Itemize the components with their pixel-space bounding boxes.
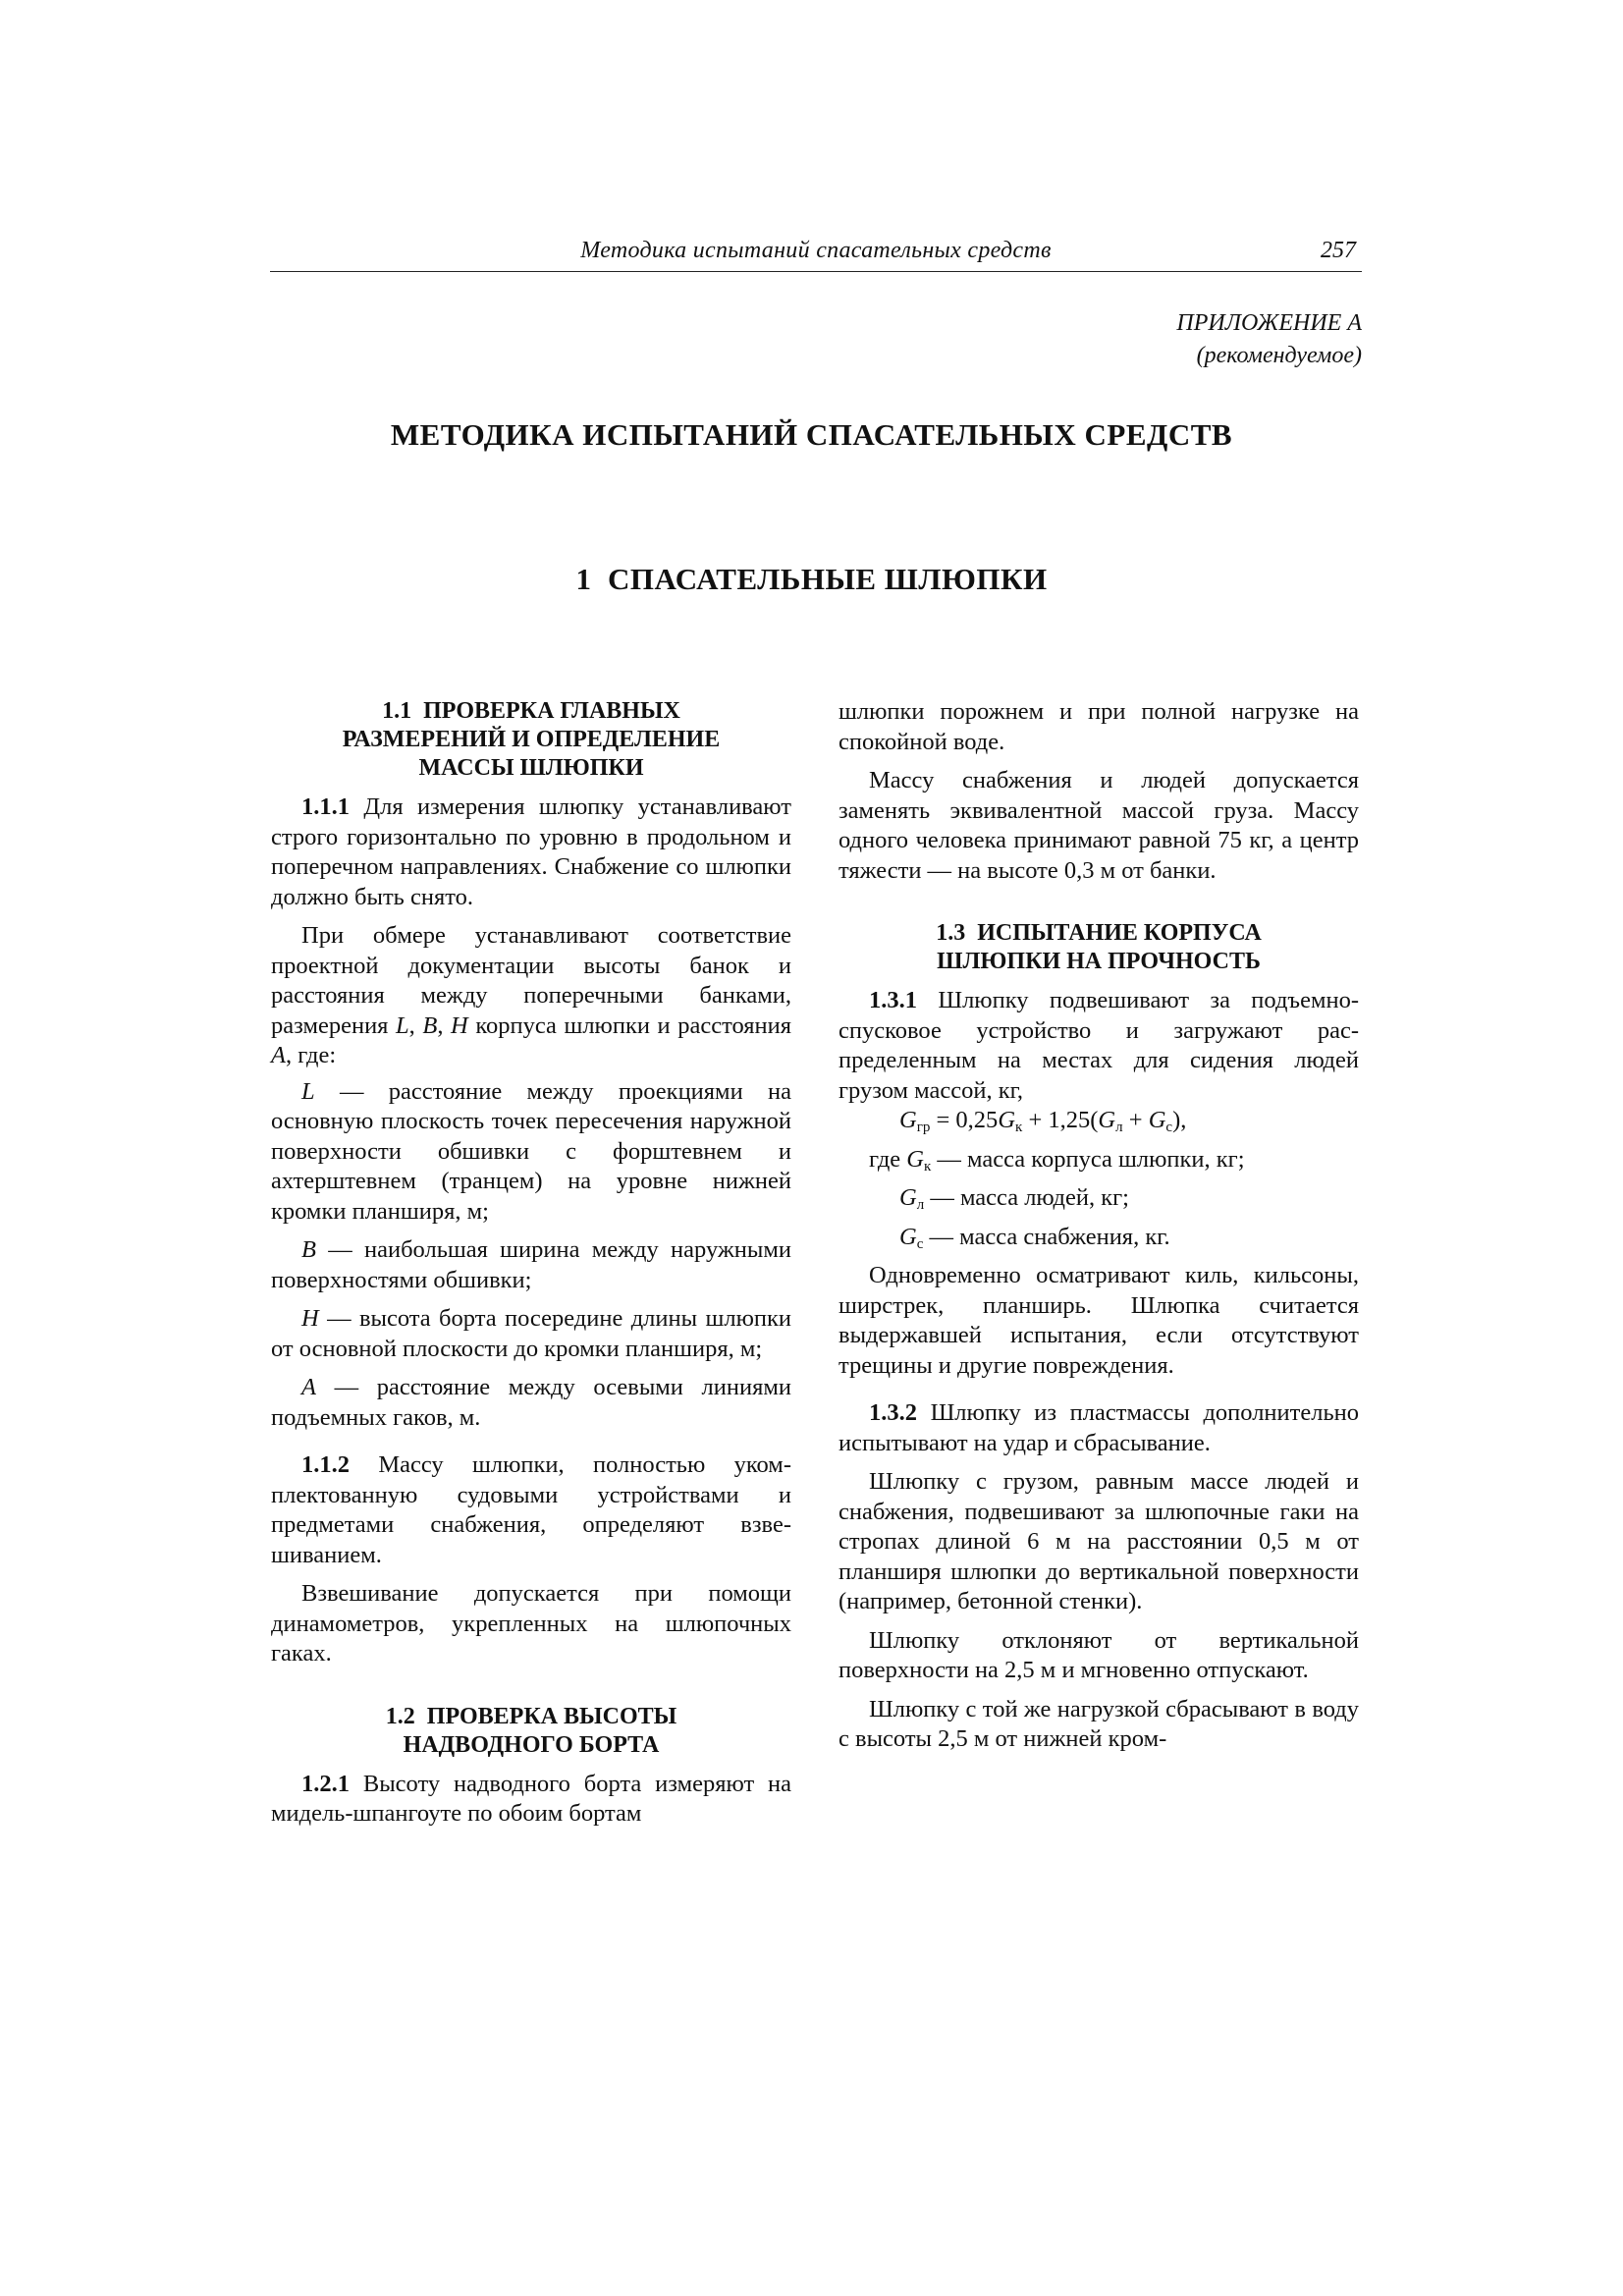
legend-text: — масса корпуса шлюпки, кг;: [931, 1145, 1245, 1173]
formula-symbol: G: [899, 1223, 917, 1250]
heading-1-1-line3: МАССЫ ШЛЮПКИ: [418, 755, 644, 781]
paragraph-suspension: [839, 1467, 1359, 1617]
heading-1-2-line2: НАДВОДНОГО БОРТА: [403, 1731, 660, 1758]
paragraph-1-1-2: [271, 1450, 791, 1570]
heading-1-2-line1: 1.2 ПРОВЕРКА ВЫСОТЫ: [385, 1703, 677, 1729]
symbol-L: L: [301, 1077, 315, 1105]
paragraph-text: Шлюпку из пластмассы дополнительно испытывают на удар и сбрасывание.: [839, 1399, 1359, 1456]
symbol-B: B: [422, 1011, 438, 1039]
clause-number: 1.1.2: [301, 1451, 350, 1478]
paragraph-inspection: [839, 1261, 1359, 1381]
paragraph-text: Шлюпку отклоняют от вертикальной поверхности на 2,5 м и мгновенно отпускают.: [839, 1626, 1359, 1683]
paragraph-text: Взвешивание допускается при помощи динамометров, укрепленных на шлюпочных гаках.: [271, 1580, 791, 1667]
symbol-H: H: [301, 1305, 319, 1332]
right-column: [839, 697, 1359, 1764]
heading-1-2: [271, 1703, 791, 1760]
text-run: ,: [437, 1011, 452, 1039]
symbol-A: A: [301, 1374, 316, 1400]
appendix-label: [1176, 307, 1362, 372]
symbol-B: B: [301, 1236, 316, 1263]
page-number: 257: [1321, 238, 1356, 263]
heading-1-1-line2: РАЗМЕРЕНИЙ И ОПРЕДЕЛЕНИЕ: [342, 727, 721, 752]
heading-1-3: [839, 919, 1359, 976]
formula-text: +: [1122, 1107, 1149, 1133]
formula-text: = 0,25: [930, 1107, 999, 1133]
formula-legend-k: [839, 1145, 1359, 1175]
definition-H: [271, 1304, 791, 1364]
formula-symbol: G: [998, 1107, 1016, 1133]
heading-1-1: [271, 697, 791, 783]
paragraph-text: Шлюпку с грузом, равным массе людей и снабжения, подвешивают за шлюпочные гаки на стропах длиной 6 м на расстоянии 0,5 м от планширя шлюпки до вертикальной поверхности (например, бетонной стенки).: [839, 1468, 1359, 1614]
definition-text: — наибольшая ширина между наружными поверхностями обшивки;: [271, 1236, 791, 1293]
text-run: При обмере устанавливают соответствие проектной документации высоты банок и расстояния между поперечными банками, размерения: [271, 922, 791, 1039]
formula-subscript: с: [1165, 1120, 1173, 1135]
formula-subscript: к: [1015, 1120, 1023, 1135]
formula-subscript: с: [916, 1235, 924, 1252]
paragraph-text: Массу снабжения и людей допускается заменять эквивалентной массой груза. Массу одного человека принимают равной 75 кг, а центр тяжести — на высоте 0,3 м от банки.: [839, 767, 1359, 884]
formula-legend-l: [839, 1183, 1359, 1214]
paragraph-equivalent-mass: [839, 766, 1359, 886]
text-run: ,: [408, 1011, 423, 1039]
paragraph-text: Шлюпку с той же нагрузкой сбрасывают в воду с высоты 2,5 м от нижней кром-: [839, 1695, 1359, 1752]
definition-B: [271, 1235, 791, 1295]
legend-text: — масса снабжения, кг.: [923, 1223, 1170, 1250]
definition-A: [271, 1373, 791, 1433]
formula-symbol: G: [899, 1107, 917, 1133]
clause-number: 1.3.2: [869, 1399, 917, 1426]
formula-text: ),: [1172, 1107, 1187, 1133]
formula-subscript: гр: [916, 1120, 931, 1135]
text-run: где: [869, 1145, 907, 1173]
definition-text: — высота борта посередине длины шлюпки от основной плоскости до кромки планширя, м;: [271, 1305, 791, 1362]
clause-number: 1.2.1: [301, 1770, 350, 1797]
formula-symbol: G: [1098, 1107, 1116, 1133]
paragraph-1-1-1: [271, 793, 791, 912]
paragraph-1-2-1: [271, 1770, 791, 1830]
formula-symbol: G: [906, 1145, 924, 1173]
clause-number: 1.1.1: [301, 793, 350, 820]
paragraph-weighing: [271, 1579, 791, 1669]
section-title: 1 СПАСАТЕЛЬНЫЕ ШЛЮПКИ: [575, 562, 1048, 596]
definition-L: [271, 1077, 791, 1228]
paragraph-text: Шлюпку подвешивают за подъемно-спусковое устройство и загружают распределенным на местах для сидения людей грузом массой, кг,: [839, 987, 1359, 1104]
symbol-H: H: [451, 1011, 468, 1039]
paragraph-1-2-1-continued: [839, 697, 1359, 757]
formula-subscript: л: [916, 1197, 925, 1213]
paragraph-text: шлюпки порожнем и при полной нагрузке на спокойной воде.: [839, 698, 1359, 755]
paragraph-text: Массу шлюпки, полностью укомплектованную судовыми устройствами и предметами снабжения, определяют взвешиванием.: [271, 1451, 791, 1568]
definition-text: — расстояние между осевыми линиями подъемных гаков, м.: [271, 1374, 791, 1431]
heading-1-3-line2: ШЛЮПКИ НА ПРОЧНОСТЬ: [937, 949, 1261, 974]
formula-legend-s: [839, 1223, 1359, 1253]
running-header: [270, 238, 1362, 272]
appendix-note: (рекомендуемое): [1196, 343, 1362, 368]
legend-text: — масса людей, кг;: [924, 1184, 1129, 1211]
paragraph-1-3-1: [839, 986, 1359, 1106]
running-title: Методика испытаний спасательных средств: [580, 238, 1052, 263]
symbol-L: L: [396, 1011, 409, 1039]
paragraph-deflection: [839, 1626, 1359, 1686]
paragraph-drop: [839, 1695, 1359, 1755]
formula-symbol: G: [899, 1184, 917, 1211]
appendix-title: ПРИЛОЖЕНИЕ А: [1176, 310, 1362, 336]
left-column: [271, 697, 791, 1838]
symbol-A: A: [271, 1042, 286, 1068]
paragraph-measurement: [271, 921, 791, 1071]
load-formula: [839, 1106, 1359, 1136]
definition-text: — расстояние между проекциями на основную плоскость точек пересечения наружной поверхности обшивки с форштевнем и ахтерштевнем (транцем) на уровне нижней кромки планширя, м;: [271, 1077, 791, 1225]
paragraph-1-3-2: [839, 1398, 1359, 1458]
heading-1-3-line1: 1.3 ИСПЫТАНИЕ КОРПУСА: [936, 920, 1262, 946]
text-run: , где:: [285, 1042, 337, 1068]
formula-symbol: G: [1148, 1107, 1166, 1133]
text-run: корпуса шлюпки и расстояния: [467, 1011, 792, 1039]
formula-text: + 1,25(: [1022, 1107, 1099, 1133]
paragraph-text: Высоту надводного борта измеряют на мидель-шпангоуте по обоим бортам: [271, 1770, 791, 1827]
paragraph-text: Для измерения шлюпку устанавливают строго горизонтально по уровню в продольном и поперечном направлениях. Снабжение со шлюпки должно быть снято.: [271, 793, 791, 910]
document-title: МЕТОДИКА ИСПЫТАНИЙ СПАСАТЕЛЬНЫХ СРЕДСТВ: [390, 417, 1233, 452]
heading-1-1-line1: 1.1 ПРОВЕРКА ГЛАВНЫХ: [382, 698, 680, 724]
formula-subscript: л: [1115, 1120, 1123, 1135]
formula-subscript: к: [924, 1158, 932, 1175]
paragraph-text: Одновременно осматривают киль, кильсоны, ширстрек, планширь. Шлюпка считается выдержавшей испытания, если отсутствуют трещины и другие повреждения.: [839, 1262, 1359, 1379]
clause-number: 1.3.1: [869, 987, 917, 1013]
